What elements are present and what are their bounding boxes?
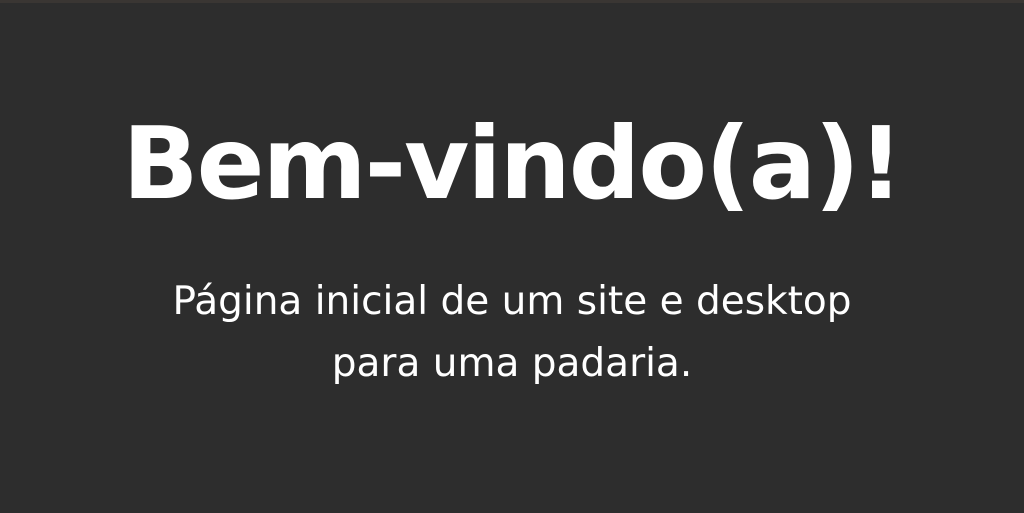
subtitle-line-1: Página inicial de um site e desktop — [172, 279, 852, 324]
welcome-subtitle — [0, 271, 1024, 395]
welcome-title: Bem-vindo(a)! — [122, 105, 902, 222]
subtitle-line-2: para uma padaria. — [331, 341, 693, 386]
